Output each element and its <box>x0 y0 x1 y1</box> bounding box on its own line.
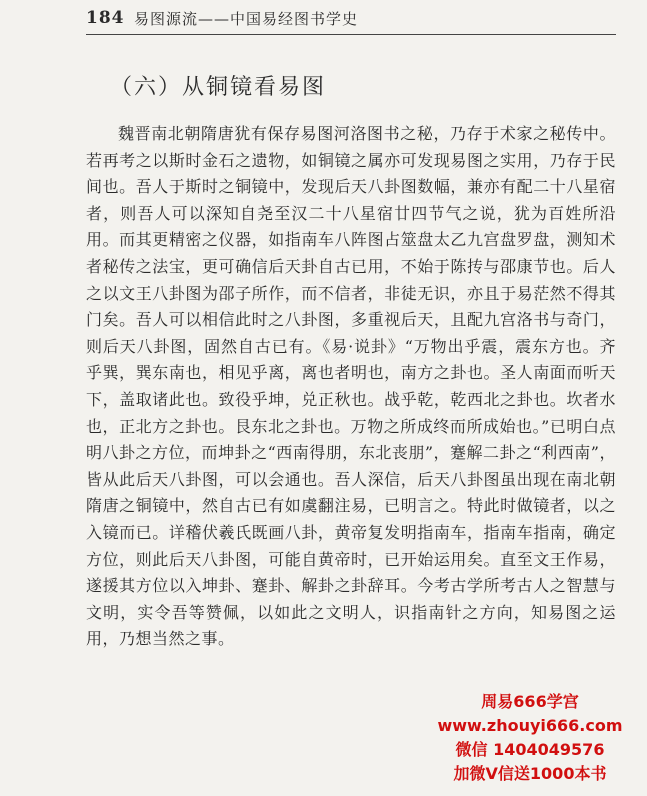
bleed-through-text <box>130 760 440 790</box>
section-title: （六）从铜镜看易图 <box>110 75 327 100</box>
watermark-line-2[interactable]: www.zhouyi666.com <box>437 716 623 735</box>
body-paragraph: 魏晋南北朝隋唐犹有保存易图河洛图书之秘，乃存于术家之秘传中。若再考之以斯时金石之遗物，如铜镜之属亦可发现易图之实用，乃存于民间也。吾人于斯时之铜镜中，发现后天八卦图数幅，兼亦有配二十八星宿者，则吾人可以深知自尧至汉二十八星宿廿四节气之说，犹为百姓所沿用。而其更精密之仪器，如指南车八阵图占筮盘太乙九宫盘罗盘，测知术者秘传之法宝，更可确信后天卦自古已用，不始于陈抟与邵康节也。后人之以文王八卦图为邵子所作，而不信者，非徒无识，亦且于易茫然不得其门矣。吾人可以相信此时之八卦图，多重视后天，且配九宫洛书与奇门，则后天八卦图，固然自古已有。《易·说卦》“万物出乎震，震东方也。齐乎巽，巽东南也，相见乎离，离也者明也，南方之卦也。圣人南面而听天下，盖取诸此也。致役乎坤，兑正秋也。战乎乾，乾西北之卦也。坎者水也，正北方之卦也。艮东北之卦也。万物之所成终而所成始也。”已明白点明八卦之方位，而坤卦之“西南得朋，东北丧朋”，蹇解二卦之“利西南”，皆从此后天八卦图，可以会通也。吾人深信，后天八卦图虽出现在南北朝隋唐之铜镜中，然自古已有如虞翻注易，已明言之。特此时做镜者，以之入镜而已。详稽伏羲氏既画八卦，黄帝复发明指南车，指南车指南，确定方位，则此后天八卦图，可能自黄帝时，已开始运用矣。直至文王作易，遂援其方位以入坤卦、蹇卦、解卦之卦辞耳。今考古学所考古人之智慧与文明，实令吾等赞佩，以如此之文明人，识指南针之方向，知易图之运用，乃想当然之事。 <box>86 124 616 649</box>
header-rule <box>86 34 616 35</box>
watermark-block <box>435 690 625 786</box>
watermark-line-1: 周易666学宫 <box>481 692 579 711</box>
watermark-line-3: 微信 1404049576 <box>455 740 605 759</box>
watermark-line-4: 加微V信送1000本书 <box>453 764 607 783</box>
page-number: 184 <box>86 8 125 28</box>
page-header <box>86 6 626 32</box>
running-title: 易图源流——中国易经图书学史 <box>134 10 359 28</box>
